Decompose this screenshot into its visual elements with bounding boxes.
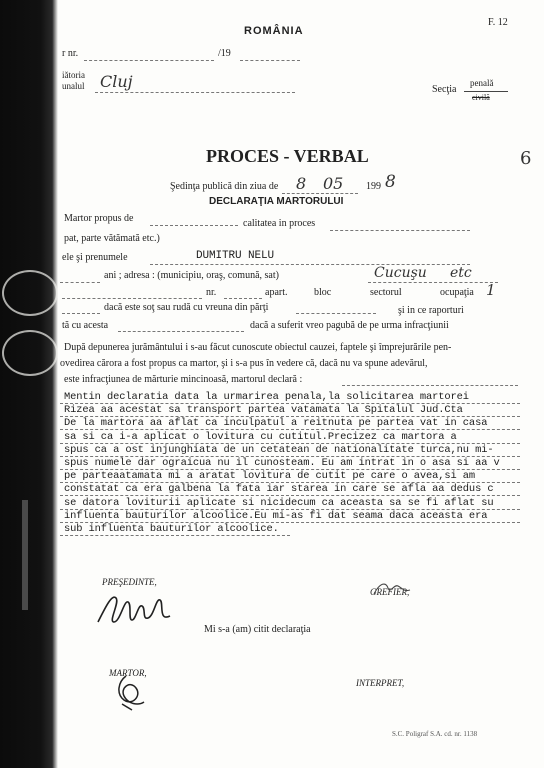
damage-label: dacă a suferit vreo pagubă de pe urma infracţiunii xyxy=(250,320,449,331)
capacity-line xyxy=(330,230,470,231)
form-code: F. 12 xyxy=(488,17,508,28)
relation-label: dacă este soţ sau rudă cu vreuna din părţi xyxy=(104,302,269,313)
year-prefix: /19 xyxy=(218,48,231,59)
corner-handwritten-mark: 6 xyxy=(520,148,532,169)
declaration-line: Rizea aa acestat sa transport partea vatamata la Spitalul Jud.Cta xyxy=(64,404,463,417)
clerk-signature xyxy=(372,578,412,600)
declaration-line: sub influenta bauturilor alcoolice. xyxy=(64,523,279,535)
scan-artifact xyxy=(22,500,28,610)
printer-mark: S.C. Poligraf S.A. cd. nr. 1138 xyxy=(392,730,478,738)
session-day: 8 xyxy=(296,174,307,193)
session-date-line xyxy=(282,193,358,194)
court-label-1: iătoria xyxy=(62,70,85,80)
court-label-2: unalul xyxy=(62,81,85,91)
document-subtitle: DECLARAŢIA MARTORULUI xyxy=(209,196,344,207)
country-title: ROMÂNIA xyxy=(244,25,304,37)
scan-dark-edge xyxy=(0,0,58,768)
with-label: tă cu acesta xyxy=(62,320,109,331)
witness-label: MARTOR, xyxy=(109,668,147,678)
oath-text-line-2: ovedirea cărora a fost propus ca martor, şi i s-a pus în vedere că, dacă nu va spune adevărul, xyxy=(60,358,428,369)
witness-proposed-line xyxy=(150,225,238,226)
with-line xyxy=(118,331,244,332)
stamp-mark xyxy=(2,330,58,376)
declaration-line: spus numele dar ograicua nu il cunosteam. Eu am intrat in o asa si aa v xyxy=(64,457,500,469)
witness-name: DUMITRU NELU xyxy=(196,250,275,262)
declaration-line: sa si ca i-a aplicat o lovitura cu cutitul.Precizez ca martora a xyxy=(64,430,457,443)
declaration-line: De la martora aa aflat ca inculpatul a reitnuta pe partea vat in casa xyxy=(64,417,488,430)
witness-proposed-label: Martor propus de xyxy=(64,213,134,224)
name-label: ele şi prenumele xyxy=(62,252,128,263)
address-line xyxy=(368,282,498,283)
session-year-prefix: 199 xyxy=(366,181,381,192)
stamp-mark xyxy=(2,270,58,316)
section-option-civil: civilă xyxy=(472,93,490,102)
sector-label: sectorul xyxy=(370,287,402,298)
apartment-label: apart. xyxy=(265,287,288,298)
court-line xyxy=(95,92,295,93)
occupation-value: 1 xyxy=(486,281,496,299)
declaration-line: influenta bauturilor alcoolice.Eu mi-as fi dat seama daca aceasta era xyxy=(64,509,488,522)
street-line xyxy=(62,298,202,299)
year-line xyxy=(240,60,300,61)
age-address-label: ani ; adresa : (municipiu, oraş, comună, sat) xyxy=(104,270,279,281)
section-option-penal: penală xyxy=(470,78,494,88)
street-nr-line xyxy=(224,298,262,299)
read-statement: Mi s-a (am) citit declaraţia xyxy=(204,624,311,635)
capacity-label: calitatea in proces xyxy=(243,218,316,229)
oath-text-line xyxy=(342,385,518,386)
address-extra: etc xyxy=(450,265,472,281)
declaration-underline xyxy=(60,535,290,536)
president-signature xyxy=(94,588,180,630)
address-value: Cucuşu xyxy=(374,265,427,281)
relation-suffix: şi in ce raporturi xyxy=(398,305,464,316)
declaration-line: constatat ca era galbena la fata iar starea in care se afla aa dedus c xyxy=(64,483,494,496)
section-divider xyxy=(464,91,508,92)
injured-party-label: pat, parte vătămată etc.) xyxy=(64,233,160,244)
building-label: bloc xyxy=(314,287,332,298)
declaration-line: spus ca a ost injunghiata de un cetatean de nationalitate turca,nu mi- xyxy=(64,443,494,456)
president-label: PREŞEDINTE, xyxy=(102,577,157,587)
relation-prefix-line xyxy=(62,313,100,314)
declaration-line: Mentin declaratia data la urmarirea penala,la solicitarea martorei xyxy=(64,391,469,403)
street-nr-label: nr. xyxy=(206,287,217,298)
witness-signature xyxy=(108,672,152,712)
age-line xyxy=(60,282,100,283)
clerk-label: GREFIER, xyxy=(370,587,410,597)
interpreter-label: INTERPRET, xyxy=(356,678,405,688)
section-label: Secţia xyxy=(432,84,457,95)
document-title: PROCES - VERBAL xyxy=(206,146,369,166)
court-value: Cluj xyxy=(100,72,133,91)
oath-text-line-1: După depunerea jurământului i s-au făcut cunoscute obiectul cauzei, faptele şi împrejurările pen- xyxy=(64,342,452,353)
declaration-line: se datora loviturii aplicate si nicidecum ca aceasta sa se fi aflat su xyxy=(64,496,494,509)
session-year-suffix: 8 xyxy=(385,172,396,192)
session-month: 05 xyxy=(323,174,344,193)
occupation-label: ocupaţia xyxy=(440,287,474,298)
declaration-line: pe parteaatamata mi a aratat lovitura de cutit pe care o avea,si am xyxy=(64,470,476,483)
nr-label: r nr. xyxy=(62,48,79,59)
nr-line xyxy=(84,60,214,61)
oath-text-line-3: este infracţiunea de mărturie mincinoasă, martorul declară : xyxy=(64,374,303,385)
session-label: Şedinţa publică din ziua de xyxy=(170,181,279,192)
relation-line xyxy=(296,313,376,314)
